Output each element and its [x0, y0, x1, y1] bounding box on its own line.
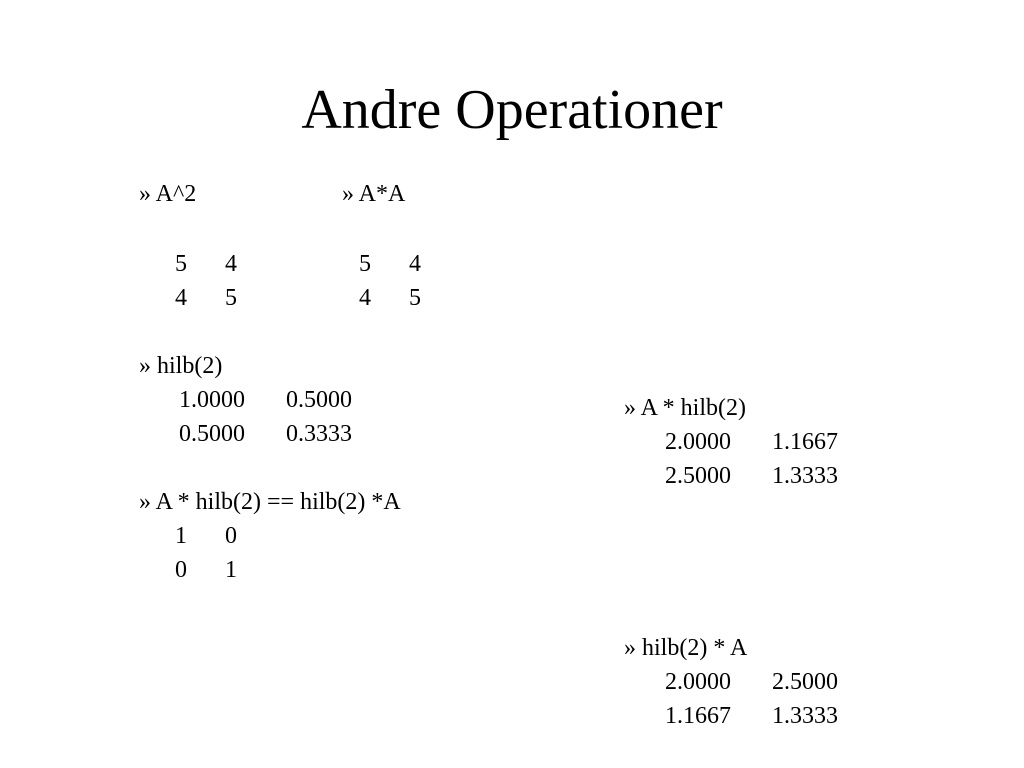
matrix-cell: 5 [225, 285, 237, 311]
matrix-cell: 2.0000 [665, 669, 731, 695]
matrix-cell: 0.5000 [286, 387, 352, 413]
command-compare: » A * hilb(2) == hilb(2) *A [139, 489, 401, 515]
matrix-cell: 4 [175, 285, 187, 311]
matrix-cell: 1.1667 [665, 703, 731, 729]
command-hilb: » hilb(2) [139, 353, 223, 379]
matrix-cell: 0.5000 [179, 421, 245, 447]
matrix-cell: 1.3333 [772, 463, 838, 489]
matrix-cell: 2.5000 [772, 669, 838, 695]
command-a-squared: » A^2 [139, 181, 197, 207]
matrix-cell: 5 [409, 285, 421, 311]
matrix-cell: 5 [175, 251, 187, 277]
slide-title: Andre Operationer [301, 79, 723, 141]
matrix-cell: 2.5000 [665, 463, 731, 489]
matrix-cell: 5 [359, 251, 371, 277]
matrix-cell: 2.0000 [665, 429, 731, 455]
matrix-cell: 4 [359, 285, 371, 311]
matrix-cell: 0.3333 [286, 421, 352, 447]
matrix-cell: 0 [225, 523, 237, 549]
matrix-cell: 1.0000 [179, 387, 245, 413]
command-a-times-a: » A*A [342, 181, 406, 207]
command-hilb-a: » hilb(2) * A [624, 635, 748, 661]
command-a-hilb: » A * hilb(2) [624, 395, 747, 421]
matrix-cell: 1.1667 [772, 429, 838, 455]
matrix-cell: 1 [225, 557, 237, 583]
matrix-cell: 4 [225, 251, 237, 277]
matrix-cell: 4 [409, 251, 421, 277]
matrix-cell: 1 [175, 523, 187, 549]
matrix-cell: 1.3333 [772, 703, 838, 729]
matrix-cell: 0 [175, 557, 187, 583]
